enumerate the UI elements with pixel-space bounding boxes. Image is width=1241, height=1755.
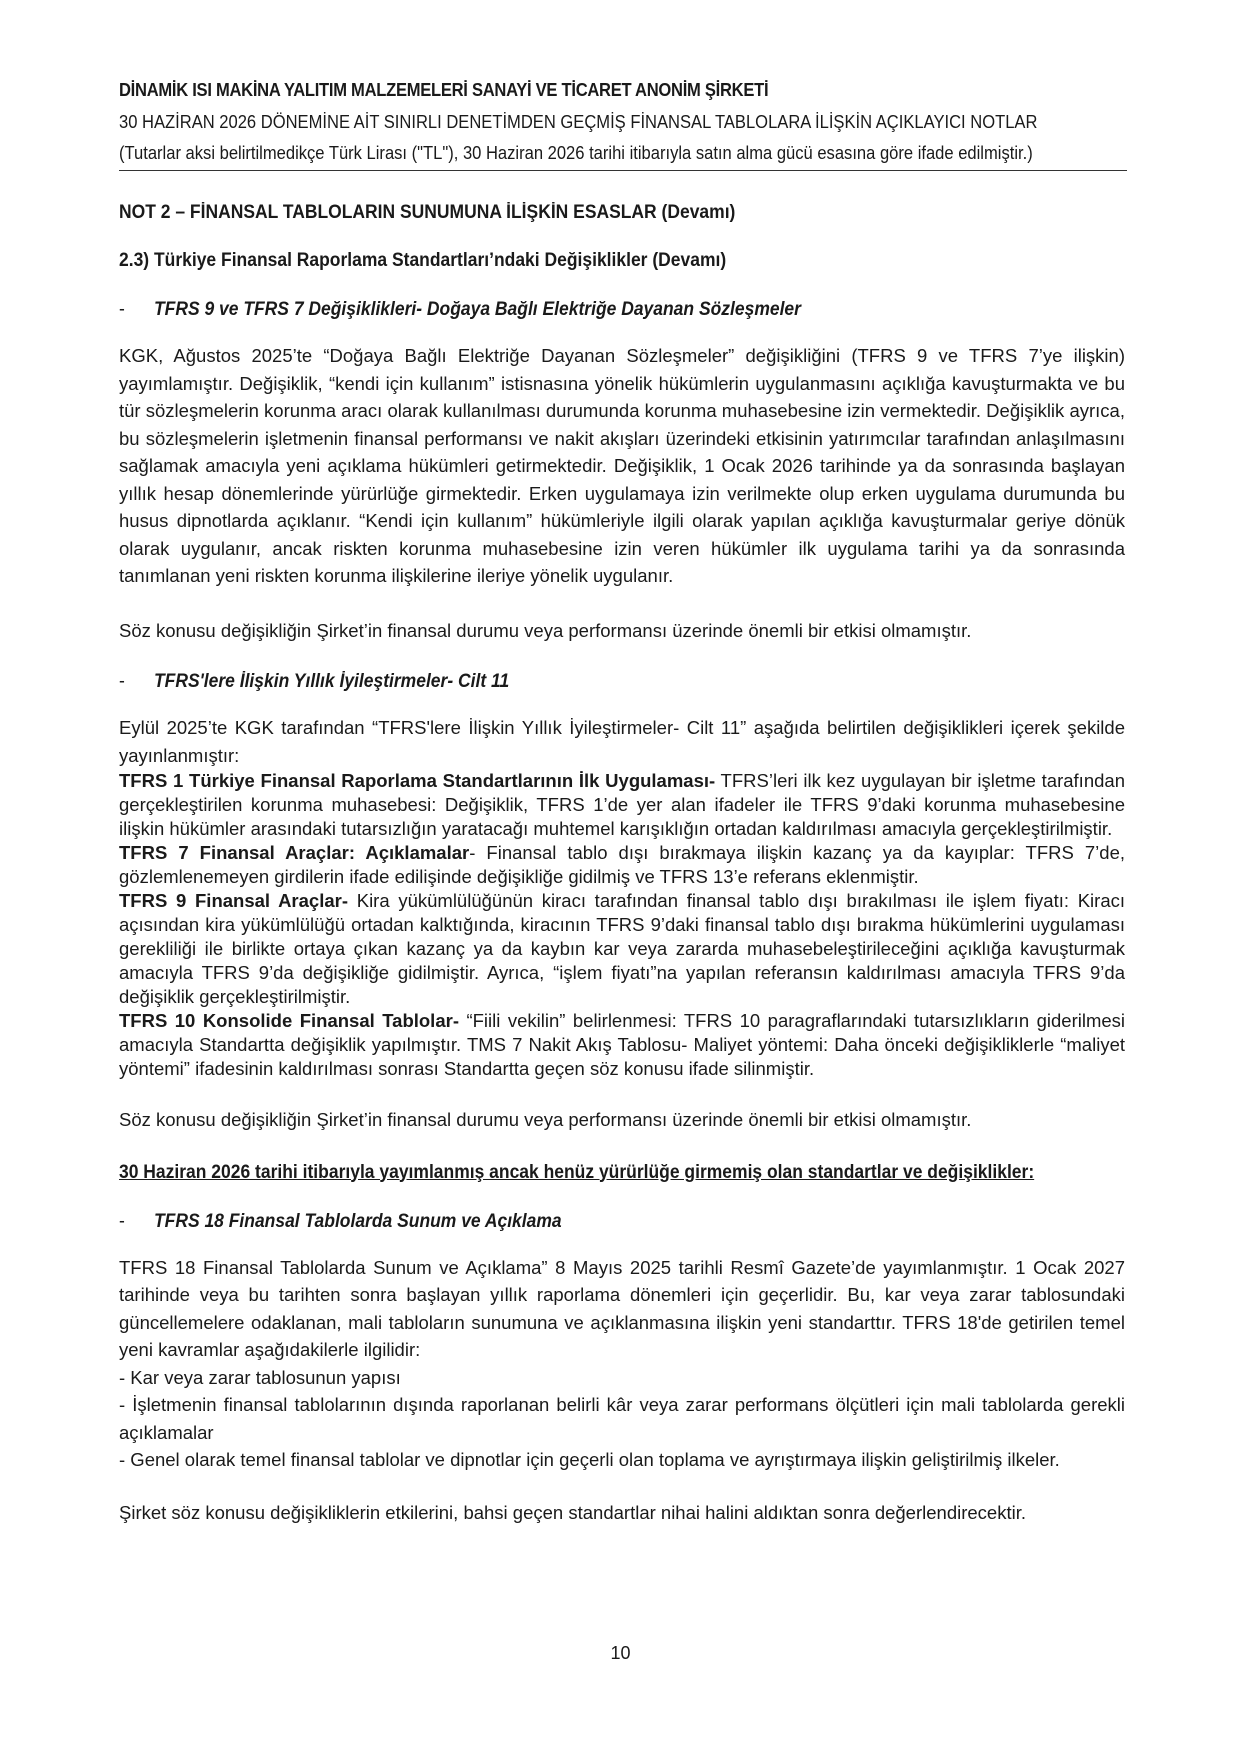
tfrs1-head: TFRS 1 Türkiye Finansal Raporlama Standartlarının İlk Uygulaması-: [119, 770, 716, 791]
list-item: - Genel olarak temel finansal tablolar ve dipnotlar için geçerli olan toplama ve ayrıştırmaya ilişkin geliştirilmiş ilkeler.: [119, 1449, 1060, 1470]
section1-title: TFRS 9 ve TFRS 7 Değişiklikleri- Doğaya Bağlı Elektriğe Dayanan Sözleşmeler: [153, 299, 801, 320]
company-name: DİNAMİK ISI MAKİNA YALITIM MALZEMELERİ SANAYİ VE TİCARET ANONİM ŞİRKETİ: [119, 80, 769, 100]
page-number: 10: [610, 1643, 631, 1663]
document-page: [119, 80, 1125, 1526]
section2-title: TFRS'lere İlişkin Yıllık İyileştirmeler- Cilt 11: [153, 671, 510, 692]
section3-paragraph: TFRS 18 Finansal Tablolarda Sunum ve Açıklama” 8 Mayıs 2025 tarihli Resmî Gazete’de yayımlanmıştır. 1 Ocak 2027 tarihinde veya bu tarihten sonra başlayan yıllık raporlama dönemleri için geçerlidir. Bu, kar veya zarar tablosundaki güncellemelere odaklanan, mali tabloların sunumuna ve açıklanmasına ilişkin yeni standarttır. TFRS 18'de getirilen temel yeni kavramlar aşağıdakilerle ilgilidir:: [119, 1256, 1125, 1360]
tfrs10-text: “Fiili vekilin” belirlenmesi: TFRS 10 paragraflarındaki tutarsızlıkların giderilmesi amacıyla Standartta değişiklik yapılmıştır. TMS 7 Nakit Akış Tablosu- Maliyet yöntemi: Daha önceki değişikliklerle “maliyet yöntemi” ifadesinin kaldırılması sonrası Standartta geçen söz konusu ifade silinmiştir.: [119, 1010, 1126, 1079]
tfrs7-head: TFRS 7 Finansal Araçlar: Açıklamalar: [119, 842, 470, 863]
section3-heading: [119, 1211, 1045, 1233]
tfrs1-item: [119, 769, 1125, 841]
closing-statement: Şirket söz konusu değişikliklerin etkilerini, bahsi geçen standartlar nihai halini aldıktan sonra değerlendirecektir.: [119, 1501, 1026, 1523]
tfrs7-item: [119, 841, 1125, 889]
section2-heading: [119, 671, 1045, 693]
section1-heading: [119, 299, 1045, 321]
section1-impact: Söz konusu değişikliğin Şirket’in finansal durumu veya performansı üzerinde önemli bir etkisi olmamıştır.: [119, 619, 972, 641]
tfrs1-text: TFRS’leri ilk kez uygulayan bir işletme tarafından gerçekleştirilen korunma muhasebesi: Değişiklik, TFRS 1’de yer alan ifadeler ile TFRS 9’daki korunma muhasebesine ilişkin hükümler arasındaki tutarsızlığın yaratacağı muhtemel karışıklığın ortadan kaldırılması amacıyla gerçekleştirilmiştir.: [119, 770, 1125, 839]
tfrs9-head: TFRS 9 Finansal Araçlar-: [119, 890, 349, 911]
section3-dash: -: [119, 1210, 125, 1232]
section1-paragraph: KGK, Ağustos 2025’te “Doğaya Bağlı Elektriğe Dayanan Sözleşmeler” değişikliğini (TFRS 9 ve TFRS 7’ye ilişkin) yayımlamıştır. Değişiklik, “kendi için kullanım” istisnasına yönelik hükümlerin uygulanmasını açıklığa kavuşturmakta ve bu tür sözleşmelerin korunma aracı olarak kullanılması durumunda korunma muhasebesine izin vermektedir. Değişiklik ayrıca, bu sözleşmelerin işletmenin finansal performansı ve nakit akışları üzerindeki etkisinin yatırımcılar tarafından anlaşılmasını sağlamak amacıyla yeni açıklama hükümleri getirmektedir. Değişiklik, 1 Ocak 2026 tarihinde ya da sonrasında başlayan yıllık hesap dönemlerinde yürürlüğe girmektedir. Erken uygulamaya izin verilmekte olup erken uygulama durumunda bu husus dipnotlarda açıklanır. “Kendi için kullanım” hükümleriyle ilgili olarak yapılan açıklığa kavuşturmalar geriye dönük olarak uygulanır, ancak riskten korunma muhasebesine izin veren hükümler ilk uygulama tarihi ya da sonrasında tanımlanan yeni riskten korunma ilişkilerine ileriye yönelik uygulanır.: [119, 345, 1125, 586]
tfrs9-item: [119, 889, 1125, 1009]
report-subtitle: 30 HAZİRAN 2026 DÖNEMİNE AİT SINIRLI DENETİMDEN GEÇMİŞ FİNANSAL TABLOLARA İLİŞKİN AÇIKLAYICI NOTLAR: [119, 112, 1038, 132]
list-item: - Kar veya zarar tablosunun yapısı: [119, 1366, 401, 1388]
tfrs9-text: Kira yükümlülüğünün kiracı tarafından finansal tablo dışı bırakılması ile işlem fiyatı: Kiracı açısından kira yükümlülüğü ortadan kalktığında, kiracının TFRS 9’daki finansal tablo dışı bırakma hükümlerini uygulaması gerekliliği ile birlikte ortaya çıkan kazanç ya da kaybın kar veya zararda muhasebeleştirileceğini açıklığa kavuşturmak amacıyla TFRS 9’da değişikliğe gidilmiştir. Ayrıca, “işlem fiyatı”na yapılan referansın kaldırılması amacıyla TFRS 9’da değişiklik gerçekleştirilmiştir.: [119, 890, 1126, 1007]
section1-dash: -: [119, 299, 125, 320]
header-divider: [119, 170, 1127, 171]
section2-intro: Eylül 2025’te KGK tarafından “TFRS'lere İlişkin Yıllık İyileştirmeler- Cilt 11” aşağıda belirtilen değişiklikleri içerek şekilde yayınlanmıştır:: [119, 717, 1125, 766]
section2-impact: Söz konusu değişikliğin Şirket’in finansal durumu veya performansı üzerinde önemli bir etkisi olmamıştır.: [119, 1109, 972, 1130]
tfrs10-head: TFRS 10 Konsolide Finansal Tablolar-: [119, 1010, 459, 1031]
section3-title: TFRS 18 Finansal Tablolarda Sunum ve Açıklama: [153, 1210, 562, 1232]
currency-note: (Tutarlar aksi belirtilmedikçe Türk Lirası ("TL"), 30 Haziran 2026 tarihi itibarıyla satın alma gücü esasına göre ifade edilmiştir.): [119, 143, 1033, 163]
section-title: 2.3) Türkiye Finansal Raporlama Standartları’ndaki Değişiklikler (Devamı): [119, 250, 727, 271]
section2-dash: -: [119, 671, 125, 692]
upcoming-standards-heading: 30 Haziran 2026 tarihi itibarıyla yayımlanmış ancak henüz yürürlüğe girmemiş olan standartlar ve değişiklikler:: [119, 1161, 1035, 1183]
note-title: NOT 2 – FİNANSAL TABLOLARIN SUNUMUNA İLİŞKİN ESASLAR (Devamı): [119, 202, 736, 223]
tfrs10-item: [119, 1009, 1125, 1081]
tfrs7-text: - Finansal tablo dışı bırakmaya ilişkin kazanç ya da kayıplar: TFRS 7’de, gözlemlenemeyen girdilerin ifade edilişinde değişikliğe gidilmiş ve TFRS 13’e referans eklenmiştir.: [119, 842, 1125, 887]
list-item: - İşletmenin finansal tablolarının dışında raporlanan belirli kâr veya zarar performans ölçütleri için mali tablolarda gerekli açıklamalar: [119, 1394, 1125, 1443]
